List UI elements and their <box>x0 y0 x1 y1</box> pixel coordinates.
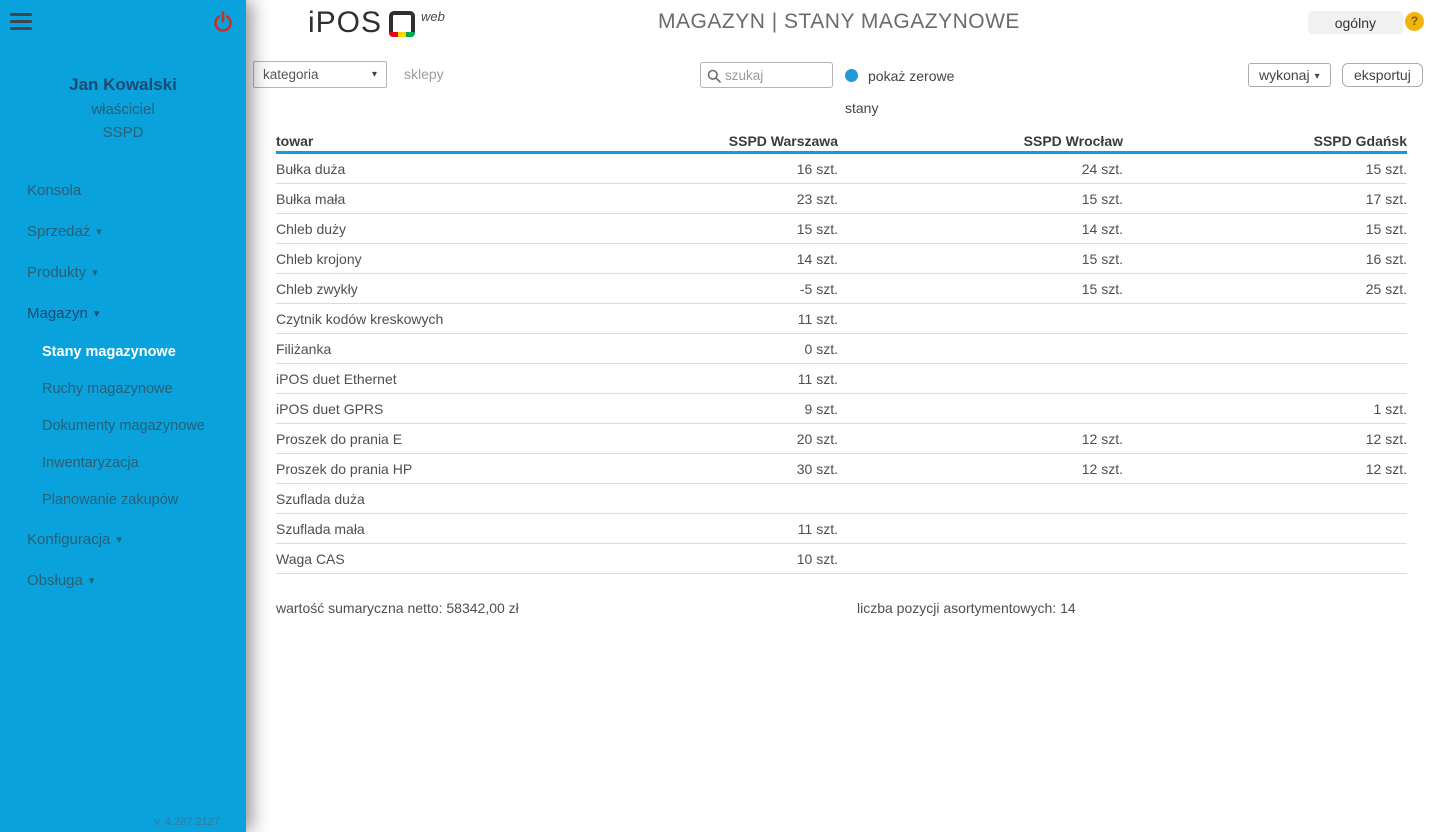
table-row[interactable]: Chleb krojony 14 szt. 15 szt. 16 szt. <box>276 244 1407 274</box>
user-company: SSPD <box>102 124 144 141</box>
sidebar-item-produkty[interactable]: Produkty ▾ <box>27 264 98 281</box>
table-row[interactable]: iPOS duet GPRS 9 szt. 1 szt. <box>276 394 1407 424</box>
user-role: właściciel <box>91 101 155 118</box>
search-input[interactable] <box>725 64 830 86</box>
summary-total-value: wartość sumaryczna netto: 58342,00 zł <box>276 600 519 616</box>
sidebar-item-inwentaryzacja[interactable]: Inwentaryzacja <box>42 455 139 471</box>
logo-text: iPOS <box>308 6 383 39</box>
chevron-down-icon: ▾ <box>116 534 122 546</box>
app-version: v. 4.287.2127 <box>154 816 220 828</box>
toggle-label: pokaż zerowe stany <box>845 68 955 116</box>
table-row[interactable]: Chleb duży 15 szt. 14 szt. 15 szt. <box>276 214 1407 244</box>
chevron-down-icon: ▾ <box>92 267 98 279</box>
table-row[interactable]: Szuflada duża <box>276 484 1407 514</box>
execute-button[interactable]: wykonaj ▾ <box>1248 63 1331 87</box>
table-row[interactable]: Bułka mała 23 szt. 15 szt. 17 szt. <box>276 184 1407 214</box>
column-header-wroclaw[interactable]: SSPD Wrocław <box>1023 132 1123 149</box>
chevron-down-icon: ▾ <box>93 308 100 320</box>
table-row[interactable]: Filiżanka 0 szt. <box>276 334 1407 364</box>
table-header-row <box>276 130 1407 154</box>
summary-items-count: liczba pozycji asortymentowych: 14 <box>857 600 1076 616</box>
help-icon[interactable]: ? <box>1405 12 1424 31</box>
table-row[interactable]: Waga CAS 10 szt. <box>276 544 1407 574</box>
sidebar-item-planowanie-zakupow[interactable]: Planowanie zakupów <box>42 492 179 508</box>
sidebar-item-ruchy-magazynowe[interactable]: Ruchy magazynowe <box>42 381 173 397</box>
table-row[interactable]: Proszek do prania HP 30 szt. 12 szt. 12 szt. <box>276 454 1407 484</box>
search-icon <box>707 69 721 83</box>
sidebar-item-obsluga[interactable]: Obsługa ▾ <box>27 572 95 589</box>
sidebar-item-konfiguracja[interactable]: Konfiguracja ▾ <box>27 531 122 548</box>
export-button[interactable]: eksportuj <box>1342 63 1423 87</box>
table-row[interactable]: Proszek do prania E 20 szt. 12 szt. 12 szt. <box>276 424 1407 454</box>
main-content <box>246 0 1432 832</box>
sidebar-item-konsola[interactable]: Konsola <box>27 182 82 199</box>
shops-label: sklepy <box>404 66 444 82</box>
user-name: Jan Kowalski <box>69 75 177 94</box>
sidebar-item-dokumenty-magazynowe[interactable]: Dokumenty magazynowe <box>42 418 205 434</box>
table-row[interactable]: Czytnik kodów kreskowych 11 szt. <box>276 304 1407 334</box>
table-row[interactable]: Chleb zwykły -5 szt. 15 szt. 25 szt. <box>276 274 1407 304</box>
show-zero-stock-toggle[interactable] <box>845 60 967 124</box>
toggle-dot-icon <box>845 69 858 82</box>
user-info <box>0 75 246 141</box>
column-header-warszawa[interactable]: SSPD Warszawa <box>728 132 838 149</box>
column-header-towar[interactable]: towar <box>276 132 314 149</box>
hamburger-menu-icon[interactable] <box>10 13 34 33</box>
chevron-down-icon: ▾ <box>96 226 102 238</box>
sidebar-item-sprzedaz[interactable]: Sprzedaż ▾ <box>27 223 102 240</box>
table-row[interactable]: Szuflada mała 11 szt. <box>276 514 1407 544</box>
column-header-gdansk[interactable]: SSPD Gdańsk <box>1313 132 1407 149</box>
table-row[interactable]: iPOS duet Ethernet 11 szt. <box>276 364 1407 394</box>
search-box <box>700 62 833 88</box>
logo-web-label: web <box>421 9 445 24</box>
table-row[interactable]: Bułka duża 16 szt. 24 szt. 15 szt. <box>276 154 1407 184</box>
category-select[interactable]: kategoria ▾ <box>253 61 387 88</box>
sidebar-item-magazyn[interactable]: Magazyn ▾ <box>27 305 100 322</box>
stock-table <box>276 130 1407 574</box>
chevron-down-icon: ▾ <box>88 575 95 587</box>
sidebar <box>0 0 246 832</box>
logout-power-button[interactable] <box>212 11 234 33</box>
scope-button[interactable]: ogólny <box>1308 11 1403 34</box>
chevron-down-icon: ▾ <box>371 69 377 80</box>
power-icon <box>212 11 234 33</box>
chevron-down-icon: ▾ <box>1314 71 1320 82</box>
sidebar-item-stany-magazynowe[interactable]: Stany magazynowe <box>42 344 176 360</box>
page-title: MAGAZYN | STANY MAGAZYNOWE <box>658 10 1020 33</box>
